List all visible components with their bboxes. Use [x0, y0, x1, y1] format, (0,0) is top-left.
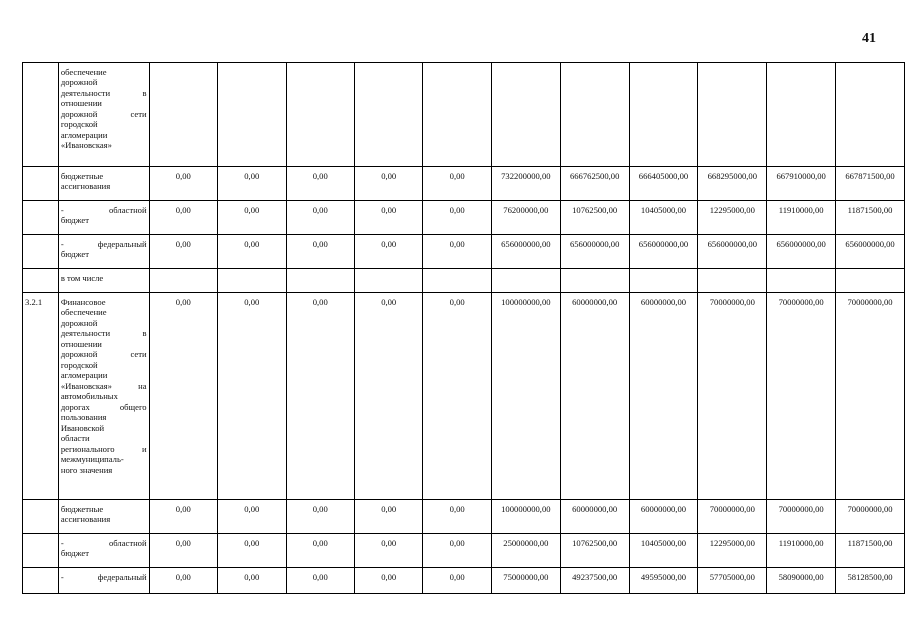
- description-line: дорогах общего: [60, 401, 147, 412]
- value-cell: [767, 269, 836, 293]
- value-cell: 57705000,00: [698, 568, 767, 594]
- value-cell: 656000000,00: [491, 235, 560, 269]
- description-line: бюджетные: [60, 171, 104, 181]
- description-line: агломерации: [60, 370, 108, 381]
- value-cell: [218, 269, 286, 293]
- value-cell: 666405000,00: [629, 167, 698, 201]
- value-cell: 60000000,00: [629, 500, 698, 534]
- description-line: ассигнования: [60, 181, 111, 192]
- description-line: области: [60, 433, 90, 444]
- value-cell: 0,00: [149, 568, 217, 594]
- value-cell: [149, 269, 217, 293]
- description-line: ного значения: [60, 464, 113, 475]
- value-cell: 0,00: [354, 201, 422, 235]
- value-cell: 0,00: [218, 534, 286, 568]
- description-line: бюджетные: [60, 504, 104, 514]
- value-cell: 0,00: [286, 534, 354, 568]
- value-cell: [836, 63, 905, 167]
- table-row: [23, 201, 905, 235]
- row-description: [58, 63, 149, 167]
- value-cell: [354, 269, 422, 293]
- value-cell: 10762500,00: [560, 534, 629, 568]
- value-cell: 666762500,00: [560, 167, 629, 201]
- value-cell: 0,00: [218, 500, 286, 534]
- value-cell: 656000000,00: [629, 235, 698, 269]
- description-line: бюджет: [60, 548, 89, 559]
- value-cell: 0,00: [286, 235, 354, 269]
- value-cell: 0,00: [354, 167, 422, 201]
- row-description: [58, 235, 149, 269]
- table-row: [23, 269, 905, 293]
- description-line: автомобильных: [60, 391, 118, 402]
- description-line: обеспечение: [60, 67, 107, 77]
- description-line: дорожной: [60, 317, 98, 328]
- description-line: пользования: [60, 412, 107, 423]
- row-code: [23, 568, 59, 594]
- description-line: - федеральный: [60, 239, 147, 249]
- value-cell: 0,00: [218, 167, 286, 201]
- value-cell: 0,00: [286, 201, 354, 235]
- value-cell: 732200000,00: [491, 167, 560, 201]
- row-description: [58, 293, 149, 500]
- value-cell: 11910000,00: [767, 201, 836, 235]
- value-cell: 10405000,00: [629, 534, 698, 568]
- value-cell: [423, 63, 491, 167]
- value-cell: 75000000,00: [491, 568, 560, 594]
- value-cell: 70000000,00: [698, 293, 767, 500]
- value-cell: [491, 269, 560, 293]
- value-cell: 60000000,00: [560, 293, 629, 500]
- value-cell: 49595000,00: [629, 568, 698, 594]
- value-cell: 10762500,00: [560, 201, 629, 235]
- row-description: [58, 269, 149, 293]
- row-description: [58, 534, 149, 568]
- description-line: деятельности в: [60, 328, 147, 339]
- value-cell: 656000000,00: [698, 235, 767, 269]
- value-cell: 0,00: [149, 534, 217, 568]
- table-row: [23, 235, 905, 269]
- value-cell: 58128500,00: [836, 568, 905, 594]
- value-cell: 0,00: [286, 293, 354, 500]
- row-code: 3.2.1: [23, 293, 59, 500]
- description-line: дорожной сети: [60, 108, 147, 119]
- description-line: дорожной: [60, 77, 98, 88]
- description-line: межмуниципаль-: [60, 454, 124, 465]
- value-cell: 0,00: [149, 235, 217, 269]
- value-cell: [767, 63, 836, 167]
- row-description: [58, 167, 149, 201]
- row-code: [23, 167, 59, 201]
- description-line: агломерации: [60, 129, 108, 140]
- value-cell: 11910000,00: [767, 534, 836, 568]
- description-line: - областной: [60, 205, 147, 215]
- value-cell: [286, 63, 354, 167]
- value-cell: [560, 63, 629, 167]
- value-cell: 0,00: [149, 167, 217, 201]
- value-cell: 0,00: [218, 235, 286, 269]
- row-description: [58, 500, 149, 534]
- row-description: [58, 201, 149, 235]
- description-line: дорожной сети: [60, 349, 147, 360]
- row-description: [58, 568, 149, 594]
- value-cell: 0,00: [149, 293, 217, 500]
- value-cell: 0,00: [354, 293, 422, 500]
- value-cell: 0,00: [354, 235, 422, 269]
- description-line: ассигнования: [60, 514, 111, 525]
- description-line: отношении: [60, 98, 102, 109]
- value-cell: 667910000,00: [767, 167, 836, 201]
- row-code: [23, 63, 59, 167]
- value-cell: 0,00: [286, 167, 354, 201]
- value-cell: 10405000,00: [629, 201, 698, 235]
- value-cell: [423, 269, 491, 293]
- description-line: отношении: [60, 338, 102, 349]
- row-code: [23, 235, 59, 269]
- value-cell: 0,00: [423, 167, 491, 201]
- table-row: [23, 63, 905, 167]
- value-cell: 70000000,00: [767, 293, 836, 500]
- description-line: регионального и: [60, 443, 147, 454]
- row-code: [23, 201, 59, 235]
- value-cell: 0,00: [149, 500, 217, 534]
- value-cell: 0,00: [423, 500, 491, 534]
- value-cell: 100000000,00: [491, 293, 560, 500]
- value-cell: [836, 269, 905, 293]
- description-line: «Ивановская» на: [60, 380, 147, 391]
- value-cell: 668295000,00: [698, 167, 767, 201]
- value-cell: [560, 269, 629, 293]
- value-cell: 0,00: [218, 293, 286, 500]
- row-code: [23, 500, 59, 534]
- value-cell: 667871500,00: [836, 167, 905, 201]
- description-line: бюджет: [60, 215, 89, 226]
- value-cell: 12295000,00: [698, 201, 767, 235]
- value-cell: 0,00: [423, 201, 491, 235]
- table-row: [23, 167, 905, 201]
- value-cell: 60000000,00: [629, 293, 698, 500]
- value-cell: [354, 63, 422, 167]
- value-cell: 0,00: [286, 500, 354, 534]
- value-cell: 656000000,00: [560, 235, 629, 269]
- description-line: - федеральный: [60, 572, 147, 582]
- value-cell: 11871500,00: [836, 534, 905, 568]
- value-cell: 0,00: [354, 534, 422, 568]
- value-cell: [698, 63, 767, 167]
- value-cell: 70000000,00: [767, 500, 836, 534]
- value-cell: 0,00: [218, 568, 286, 594]
- value-cell: 60000000,00: [560, 500, 629, 534]
- value-cell: [286, 269, 354, 293]
- value-cell: 76200000,00: [491, 201, 560, 235]
- value-cell: 0,00: [149, 201, 217, 235]
- value-cell: 58090000,00: [767, 568, 836, 594]
- value-cell: 70000000,00: [836, 500, 905, 534]
- value-cell: 0,00: [423, 568, 491, 594]
- description-line: Финансовое: [60, 297, 106, 307]
- value-cell: 11871500,00: [836, 201, 905, 235]
- row-code: [23, 534, 59, 568]
- value-cell: [698, 269, 767, 293]
- description-line: городской: [60, 359, 98, 370]
- table-row: [23, 293, 905, 500]
- value-cell: 656000000,00: [836, 235, 905, 269]
- description-line: обеспечение: [60, 307, 107, 318]
- description-line: городской: [60, 119, 98, 130]
- value-cell: [491, 63, 560, 167]
- description-line: деятельности в: [60, 87, 147, 98]
- value-cell: 0,00: [423, 293, 491, 500]
- description-line: Ивановской: [60, 422, 105, 433]
- table-row: [23, 568, 905, 594]
- value-cell: [629, 269, 698, 293]
- value-cell: [149, 63, 217, 167]
- value-cell: [218, 63, 286, 167]
- value-cell: 25000000,00: [491, 534, 560, 568]
- value-cell: 0,00: [423, 534, 491, 568]
- description-line: «Ивановская»: [60, 140, 112, 151]
- description-line: - областной: [60, 538, 147, 548]
- value-cell: 100000000,00: [491, 500, 560, 534]
- value-cell: 70000000,00: [836, 293, 905, 500]
- page-number: 41: [862, 31, 876, 46]
- value-cell: 0,00: [218, 201, 286, 235]
- description-line: бюджет: [60, 249, 89, 260]
- value-cell: 656000000,00: [767, 235, 836, 269]
- value-cell: 0,00: [286, 568, 354, 594]
- value-cell: 12295000,00: [698, 534, 767, 568]
- value-cell: 49237500,00: [560, 568, 629, 594]
- value-cell: [629, 63, 698, 167]
- value-cell: 70000000,00: [698, 500, 767, 534]
- row-code: [23, 269, 59, 293]
- value-cell: 0,00: [354, 568, 422, 594]
- table-row: [23, 534, 905, 568]
- budget-table: [22, 62, 905, 594]
- value-cell: 0,00: [423, 235, 491, 269]
- description-line: в том числе: [60, 273, 104, 283]
- table-row: [23, 500, 905, 534]
- table-body: [23, 63, 905, 594]
- value-cell: 0,00: [354, 500, 422, 534]
